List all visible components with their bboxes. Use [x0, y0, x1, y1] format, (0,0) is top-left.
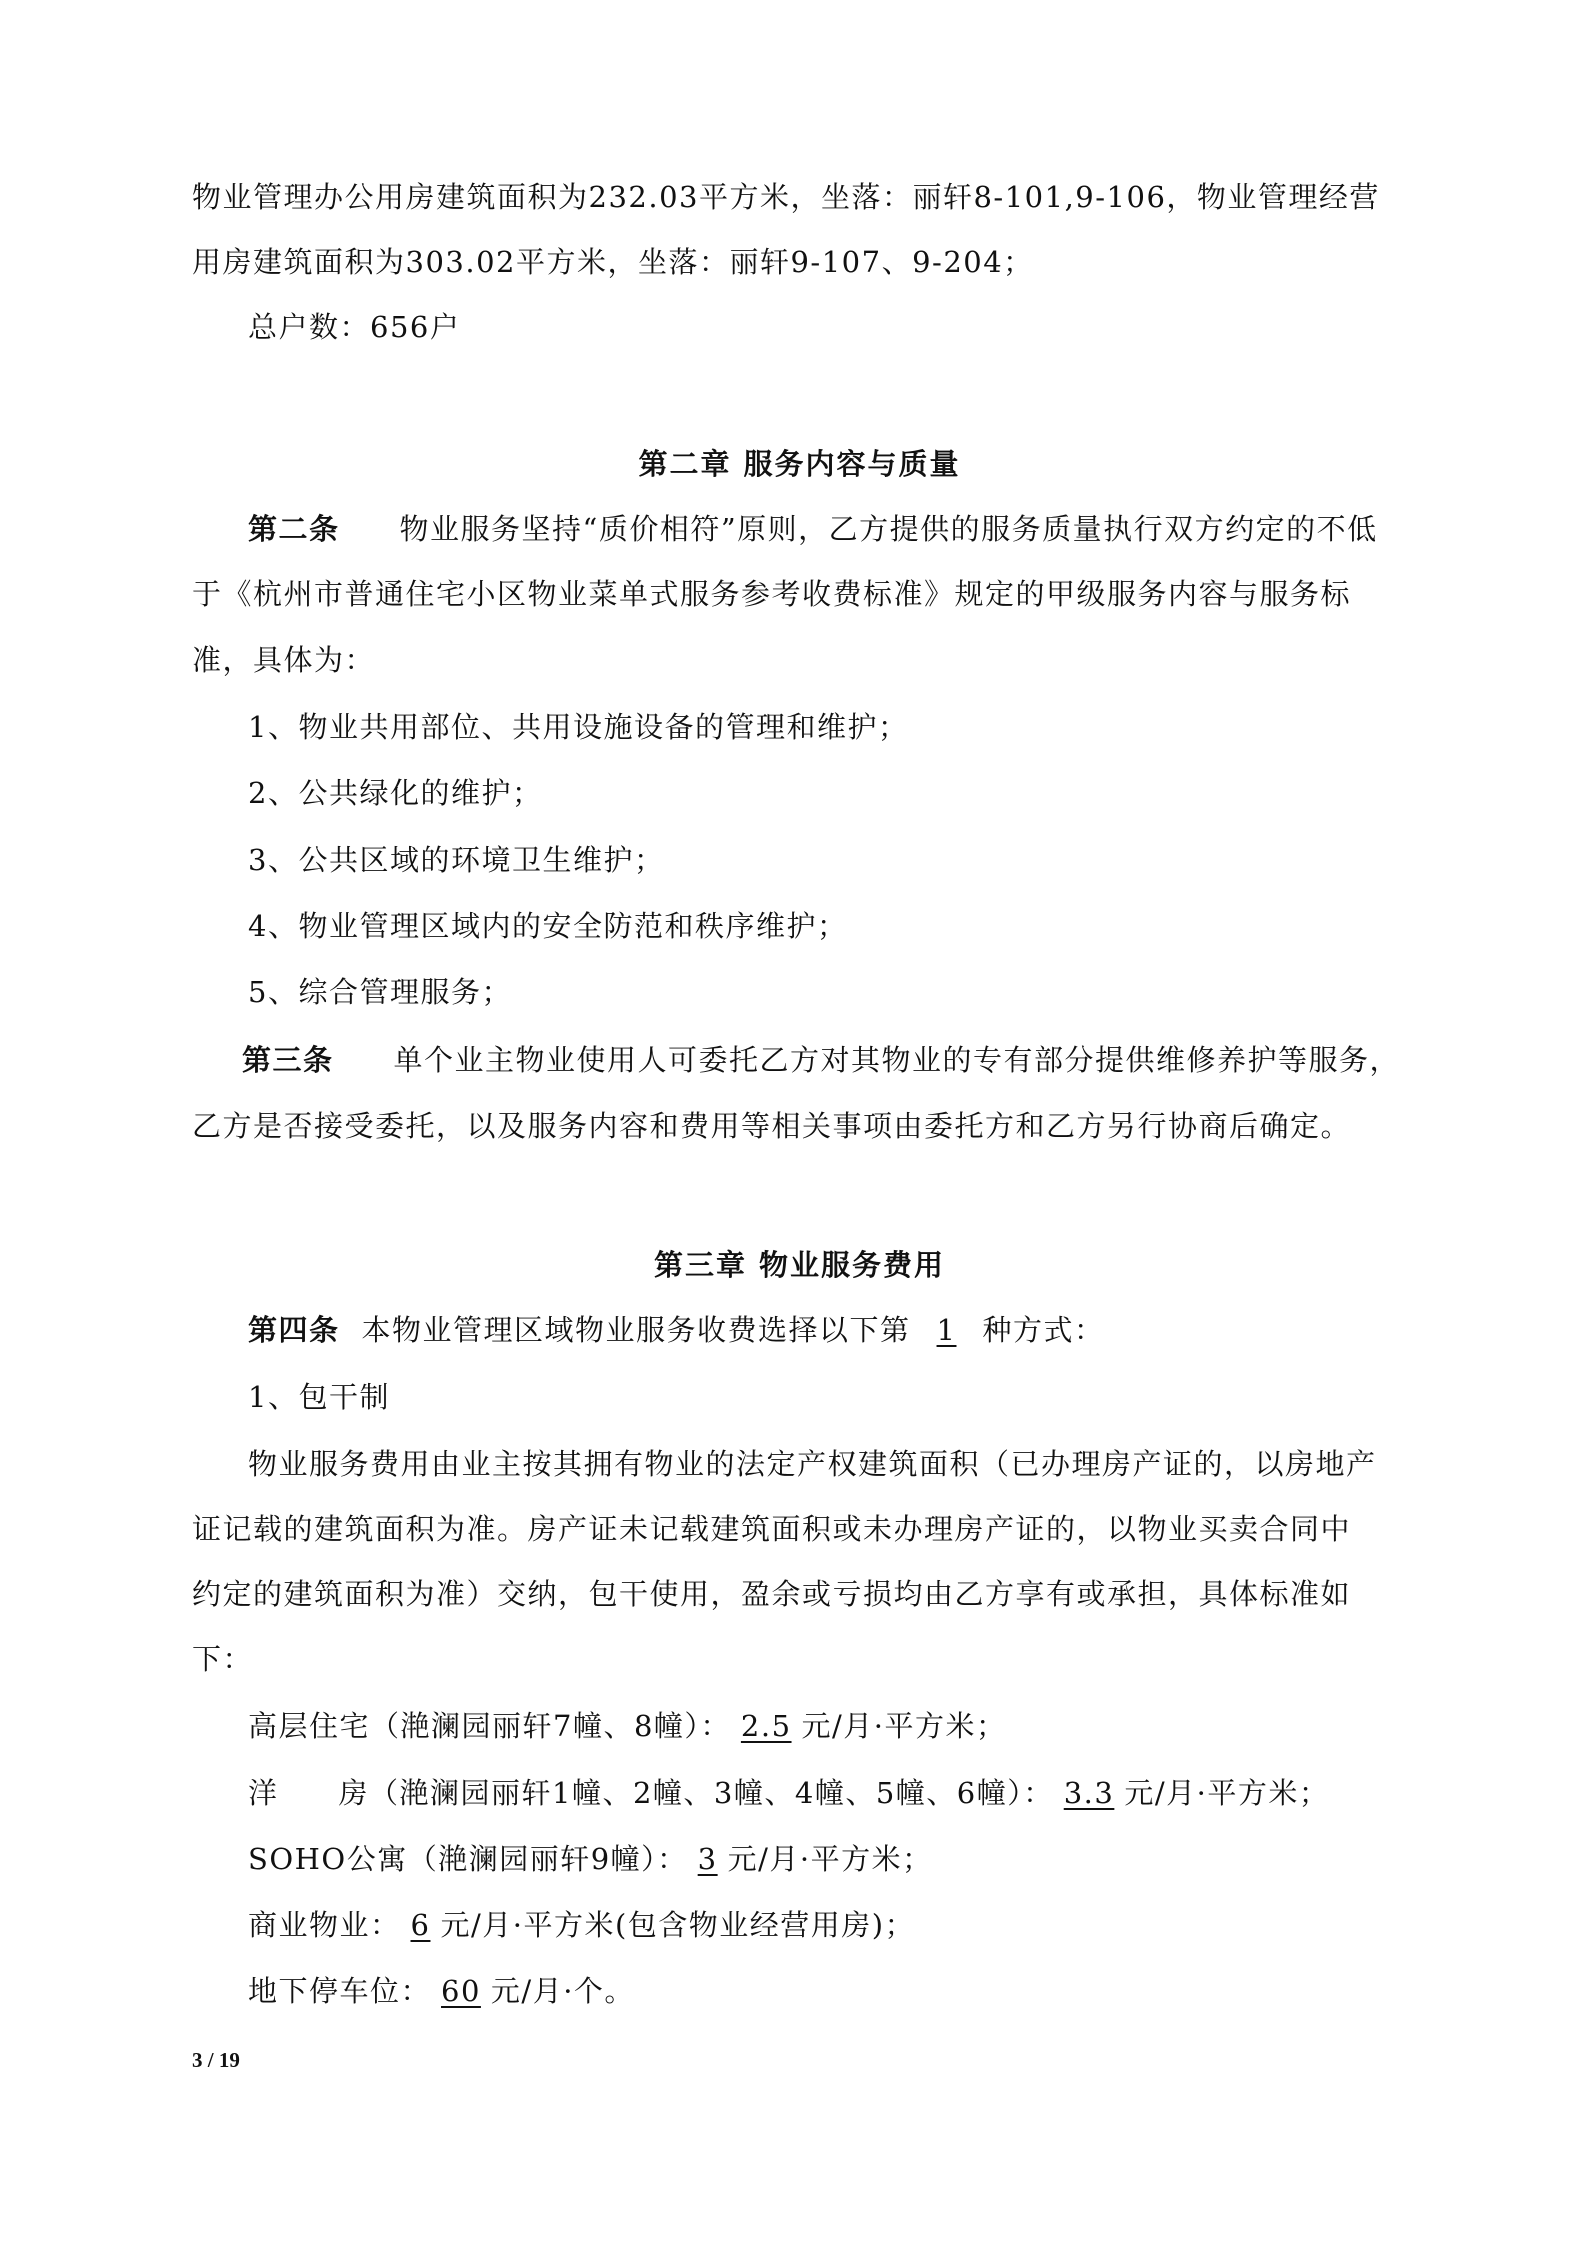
rate-highrise-value: 2.5 [740, 1709, 792, 1743]
rate-commercial-unit: 元/月·平方米(包含物业经营用房)； [440, 1908, 916, 1942]
chapter-3-title: 第三章 物业服务费用 [653, 1248, 946, 1282]
households: 总户数：656户 [248, 310, 461, 344]
list-item: 4、物业管理区域内的安全防范和秩序维护； [248, 909, 848, 943]
rate-commercial-value: 6 [410, 1908, 431, 1942]
list-item: 3、公共区域的环境卫生维护； [248, 843, 665, 877]
article-2-line-1 [248, 509, 1407, 549]
rate-highrise-unit: 元/月·平方米； [801, 1709, 1007, 1743]
rate-villa-value: 3.3 [1063, 1776, 1115, 1810]
article-2-label: 第二条 [248, 512, 340, 546]
article-3-label: 第三条 [242, 1043, 334, 1077]
rate-commercial-label: 商业物业： [248, 1908, 401, 1942]
rate-commercial [248, 1905, 1407, 1945]
rate-soho-value: 3 [697, 1842, 718, 1876]
list-item: 1、物业共用部位、共用设施设备的管理和维护； [248, 710, 909, 744]
article-2-text-1: 物业服务坚持“质价相符”原则，乙方提供的服务质量执行双方约定的不低 [399, 512, 1378, 546]
list-item: 5、综合管理服务； [248, 975, 512, 1009]
rate-villa-label-a: 洋 [248, 1776, 279, 1810]
article-4-label: 第四条 [248, 1313, 340, 1347]
intro-line-2: 用房建筑面积为303.02平方米，坐落：丽轩9-107、9-204； [192, 245, 1034, 279]
rate-parking-value: 60 [441, 1974, 481, 2008]
intro-line-1: 物业管理办公用房建筑面积为232.03平方米，坐落：丽轩8-101,9-106，物业管理经营 [192, 180, 1380, 214]
article-3-line-1 [242, 1040, 1407, 1080]
fee-paragraph-2: 证记载的建筑面积为准。房产证未记载建筑面积或未办理房产证的，以物业买卖合同中 [192, 1512, 1352, 1546]
fee-paragraph-1: 物业服务费用由业主按其拥有物业的法定产权建筑面积（已办理房产证的，以房地产 [248, 1447, 1377, 1481]
fee-paragraph-4: 下： [192, 1642, 254, 1676]
rate-villa-label-b: 房（滟澜园丽轩1幢、2幢、3幢、4幢、5幢、6幢）： [338, 1776, 1054, 1810]
rate-villa-unit: 元/月·平方米； [1124, 1776, 1330, 1810]
list-item: 2、公共绿化的维护； [248, 776, 543, 810]
article-4-prefix: 本物业管理区域物业服务收费选择以下第 [361, 1313, 911, 1347]
fee-paragraph-3: 约定的建筑面积为准）交纳，包干使用，盈余或亏损均由乙方享有或承担，具体标准如 [192, 1577, 1352, 1611]
article-4-suffix: 种方式： [982, 1313, 1105, 1347]
article-2-line-3: 准，具体为： [192, 643, 376, 677]
article-4-line [248, 1310, 1407, 1350]
article-3-line-2: 乙方是否接受委托，以及服务内容和费用等相关事项由委托方和乙方另行协商后确定。 [192, 1109, 1352, 1143]
rate-highrise-label: 高层住宅（滟澜园丽轩7幢、8幢）： [248, 1709, 731, 1743]
fee-method-choice: 1 [936, 1313, 957, 1347]
rate-soho [248, 1839, 1407, 1879]
article-2-line-2: 于《杭州市普通住宅小区物业菜单式服务参考收费标准》规定的甲级服务内容与服务标 [192, 577, 1352, 611]
rate-parking-label: 地下停车位： [248, 1974, 432, 2008]
article-3-text-1: 单个业主物业使用人可委托乙方对其物业的专有部分提供维修养护等服务， [393, 1043, 1401, 1077]
rate-villa [248, 1773, 1407, 1813]
rate-soho-label: SOHO公寓（滟澜园丽轩9幢）： [248, 1842, 688, 1876]
page-number: 3 / 19 [192, 2048, 240, 2072]
rate-parking-unit: 元/月·个。 [490, 1974, 635, 2008]
rate-highrise [248, 1706, 1407, 1746]
rate-soho-unit: 元/月·平方米； [727, 1842, 933, 1876]
rate-parking [248, 1971, 1407, 2011]
option-lump-sum: 1、包干制 [248, 1380, 390, 1414]
chapter-2-title: 第二章 服务内容与质量 [638, 447, 961, 481]
